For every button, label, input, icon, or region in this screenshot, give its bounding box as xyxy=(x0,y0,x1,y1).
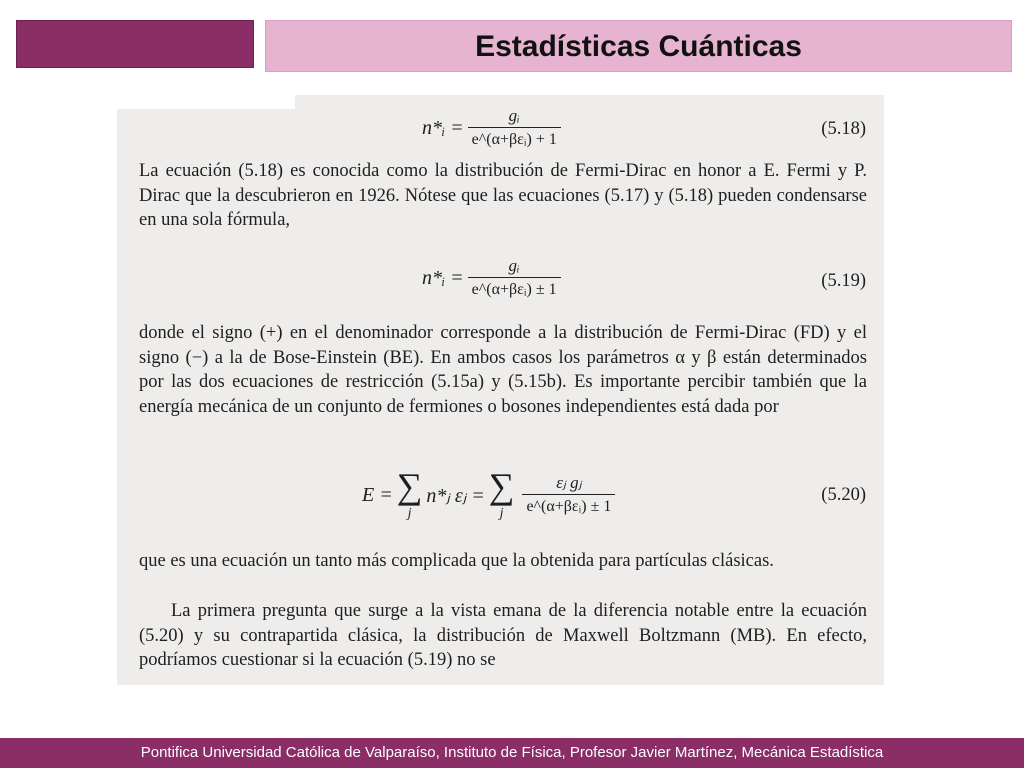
equation-fraction xyxy=(468,105,561,151)
equation-5-18 xyxy=(117,101,884,157)
equation-denominator: e^(α+βεᵢ) ± 1 xyxy=(468,277,561,301)
summation-symbol: ∑ j xyxy=(488,466,515,521)
equation-numerator: εⱼ gⱼ xyxy=(556,473,582,492)
equation-number: (5.19) xyxy=(821,271,866,291)
equation-number: (5.18) xyxy=(821,119,866,139)
footer-text: Pontifica Universidad Católica de Valparaíso, Instituto de Física, Profesor Javier Martínez, Mecánica Estadística xyxy=(140,744,884,761)
equation-5-19 xyxy=(117,253,884,309)
paragraph-primera-pregunta: La primera pregunta que surge a la vista emana de la diferencia notable entre la ecuación (5.20) y su contrapartida clásica, la distribución de Maxwell Boltzmann (MB). En efecto, podríamos cuestionar si la ecuación (5.19) no se xyxy=(139,601,867,670)
paragraph-signos: donde el signo (+) en el denominador corresponde a la distribución de Fermi-Dirac (FD) y el signo (−) a la de Bose-Einstein (BE). En ambos casos los parámetros α y β están determinados por las dos ecuaciones de restricción (5.15a) y (5.15b). Es importante percibir también que la energía mecánica de un conjunto de fermiones o bosones independientes está dada por xyxy=(139,323,867,417)
equation-lhs: n*ᵢ = xyxy=(422,266,464,289)
equation-lhs: E = xyxy=(362,483,393,506)
header-accent-block xyxy=(16,20,254,68)
equation-5-20 xyxy=(117,467,884,531)
summation-index: j xyxy=(499,506,504,521)
paragraph-fermi-dirac: La ecuación (5.18) es conocida como la distribución de Fermi-Dirac en honor a E. Fermi y P. Dirac que la descubrieron en 1926. Nótese que las ecuaciones (5.17) y (5.18) pueden condensarse en una sola fórmula, xyxy=(139,161,867,230)
page-title: Estadísticas Cuánticas xyxy=(475,30,802,63)
equation-denominator: e^(α+βεᵢ) ± 1 xyxy=(522,494,615,518)
summation-symbol: ∑ j xyxy=(396,466,423,521)
equation-term: n*ⱼ εⱼ = xyxy=(426,484,485,507)
equation-lhs: n*ᵢ = xyxy=(422,116,464,139)
paragraph-complicada: que es una ecuación un tanto más complicada que la obtenida para partículas clásicas. xyxy=(139,551,774,571)
equation-denominator: e^(α+βεᵢ) + 1 xyxy=(468,127,561,151)
scanned-page xyxy=(117,95,884,685)
summation-index: j xyxy=(407,506,412,521)
equation-fraction xyxy=(522,472,615,518)
equation-fraction xyxy=(468,255,561,301)
equation-numerator: gᵢ xyxy=(508,256,520,275)
equation-number: (5.20) xyxy=(821,485,866,505)
equation-numerator: gᵢ xyxy=(508,106,520,125)
